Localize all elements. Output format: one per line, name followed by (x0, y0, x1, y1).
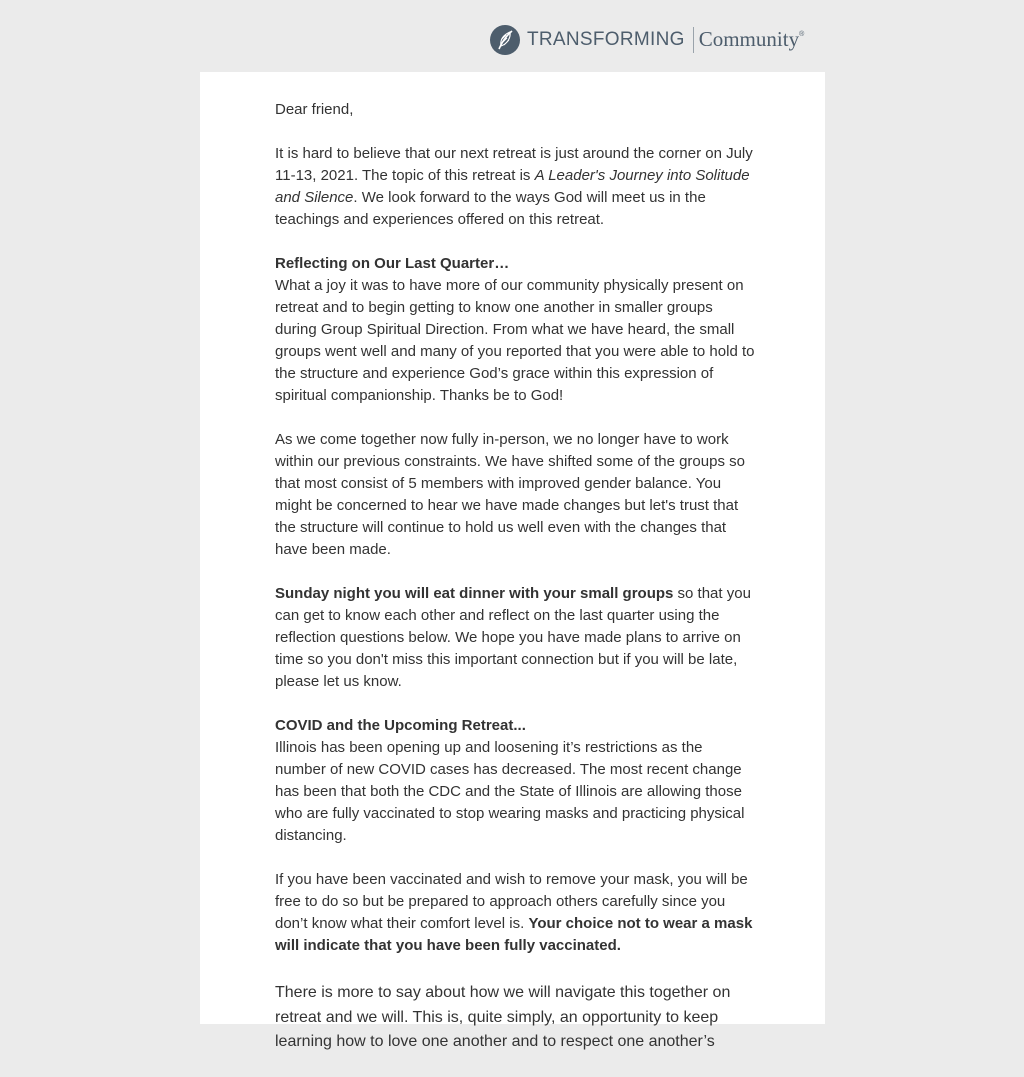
intro-text-after: . We look forward to the ways God will meet us in the teachings and experiences offered on this retreat. (275, 189, 706, 228)
reflecting-body: What a joy it was to have more of our community physically present on retreat and to begin getting to know one another in smaller groups during Group Spiritual Direction. From what we have heard, the small groups went well and many of you reported that you were able to hold to the structure and experience God’s grace within this expression of spiritual companionship. Thanks be to God! (275, 277, 755, 404)
masks-bold: Your choice not to wear a mask will indicate that you have been fully vaccinated. (275, 915, 753, 954)
retreat-title: A Leader's Journey into Solitude and Silence (275, 167, 750, 206)
covid-section (275, 715, 757, 847)
reflecting-heading: Reflecting on Our Last Quarter… (275, 255, 510, 272)
email-header (0, 0, 1024, 72)
email-body-card (200, 72, 825, 1050)
masks-text: If you have been vaccinated and wish to remove your mask, you will be free to do so but be prepared to approach others carefully since you don’t know what their comfort level is. (275, 871, 748, 932)
brand-name-secondary: Community (698, 27, 800, 51)
brand-divider (693, 27, 694, 53)
brand-name-primary: TRANSFORMING (527, 28, 685, 50)
intro-paragraph (275, 143, 757, 231)
sunday-bold: Sunday night you will eat dinner with your small groups (275, 585, 674, 602)
registered-mark: ® (799, 31, 805, 38)
masks-paragraph (275, 869, 757, 957)
brand-logo[interactable] (490, 24, 804, 55)
covid-heading: COVID and the Upcoming Retreat... (275, 717, 526, 734)
reflecting-section (275, 253, 757, 407)
feather-leaf-icon (490, 25, 520, 55)
greeting: Dear friend, (275, 101, 354, 118)
closing-paragraph: There is more to say about how we will navigate this together on retreat and we will. This is, quite simply, an opportunity to keep learning how to love one another and to respect one another’s (275, 984, 731, 1050)
intro-text-before: It is hard to believe that our next retreat is just around the corner on July 11-13, 2021. The topic of this retreat is (275, 145, 753, 184)
covid-body: Illinois has been opening up and loosening it’s restrictions as the number of new COVID cases has decreased. The most recent change has been that both the CDC and the State of Illinois are allowing those who are fully vaccinated to stop wearing masks and practicing physical distancing. (275, 739, 745, 844)
sunday-rest: so that you can get to know each other and reflect on the last quarter using the reflection questions below. We hope you have made plans to arrive on time so you don't miss this important connection but if you will be late, please let us know. (275, 585, 751, 690)
in-person-paragraph: As we come together now fully in-person, we no longer have to work within our previous constraints. We have shifted some of the groups so that most consist of 5 members with improved gender balance. You might be concerned to hear we have made changes but let's trust that the structure will continue to hold us well even with the changes that have been made. (275, 431, 745, 558)
letter-content (275, 99, 757, 1077)
sunday-paragraph (275, 583, 757, 693)
